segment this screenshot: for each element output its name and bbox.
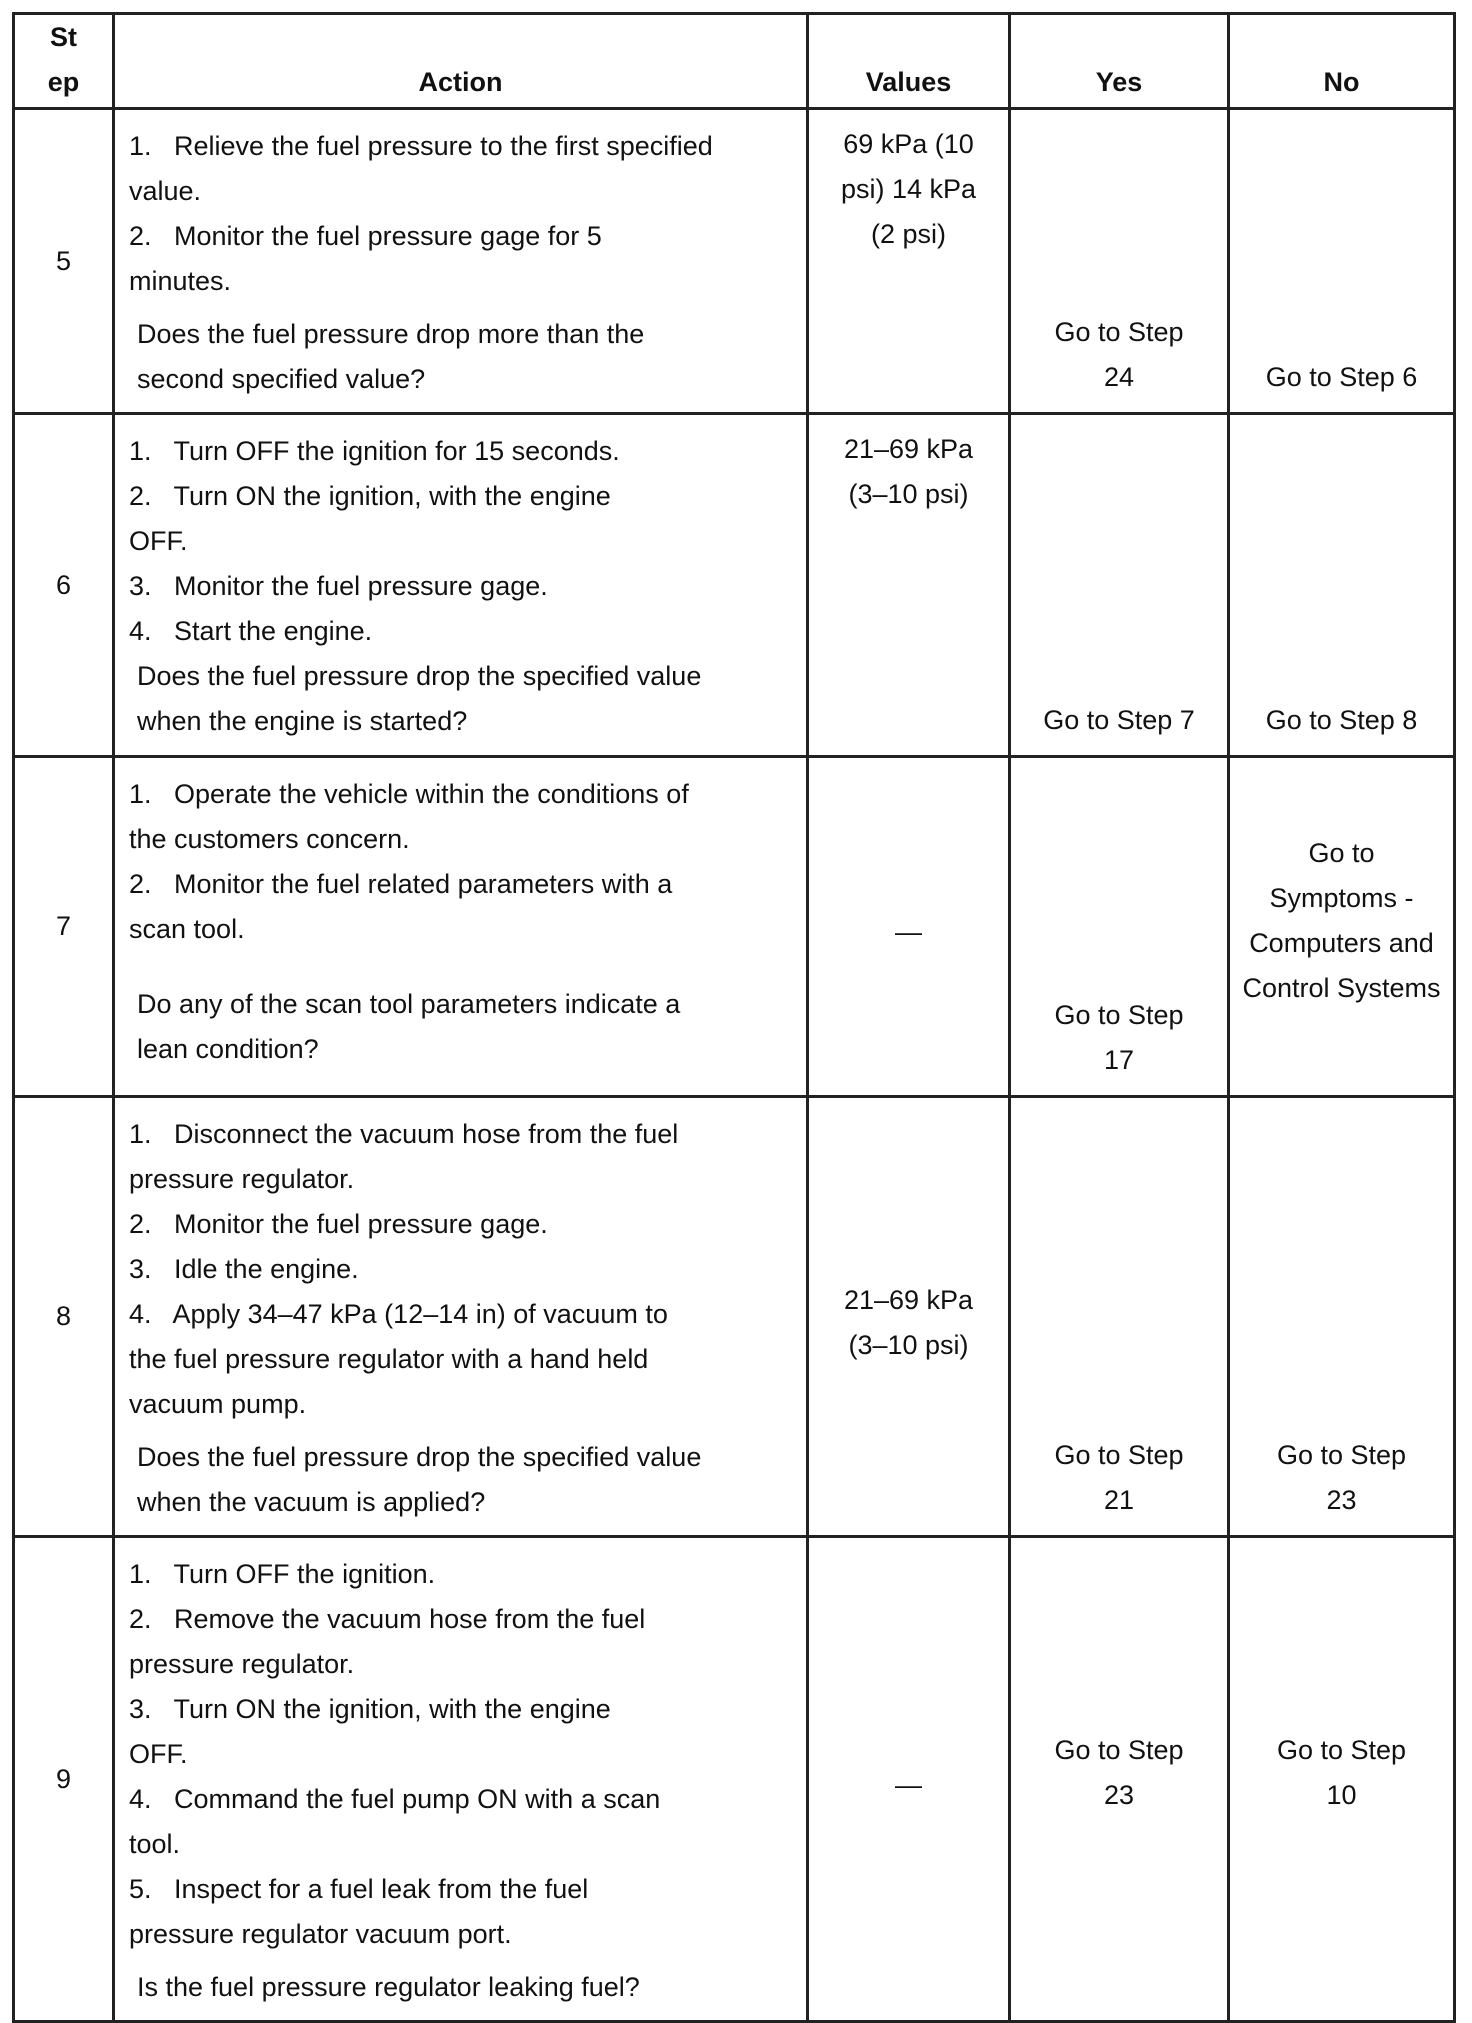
step-number: 5 bbox=[14, 109, 114, 414]
action-line: OFF. bbox=[129, 526, 188, 556]
action-question-line: Does the fuel pressure drop the specified value bbox=[137, 661, 702, 691]
action-line: 3. Idle the engine. bbox=[129, 1254, 359, 1284]
action-line: pressure regulator. bbox=[129, 1164, 355, 1194]
action-line: 5. Inspect for a fuel leak from the fuel bbox=[129, 1874, 589, 1904]
action-question-line: when the engine is started? bbox=[137, 706, 468, 736]
no-line: Go to bbox=[1308, 837, 1375, 868]
values-cell bbox=[808, 414, 1010, 757]
spacer bbox=[129, 1427, 790, 1435]
value-line: (2 psi) bbox=[870, 219, 946, 249]
value-line: 21–69 kPa bbox=[843, 1284, 974, 1315]
yes-cell bbox=[1010, 1537, 1229, 2022]
no-line: Symptoms - bbox=[1269, 882, 1414, 913]
step-number: 7 bbox=[14, 757, 114, 1097]
header-step bbox=[14, 14, 114, 109]
action-line: the customers concern. bbox=[129, 824, 410, 854]
action-cell bbox=[114, 1097, 808, 1537]
value-line: psi) 14 kPa bbox=[840, 174, 977, 204]
action-line: pressure regulator vacuum port. bbox=[129, 1919, 512, 1949]
diagnostic-table bbox=[12, 12, 1456, 2023]
header-no: No bbox=[1229, 14, 1455, 109]
action-line: 4. Start the engine. bbox=[129, 616, 373, 646]
yes-line: Go to Step bbox=[1054, 1000, 1184, 1030]
no-cell bbox=[1229, 1537, 1455, 2022]
yes-cell bbox=[1010, 1097, 1229, 1537]
action-line: pressure regulator. bbox=[129, 1649, 355, 1679]
value-line: (3–10 psi) bbox=[848, 1329, 969, 1360]
table-row bbox=[14, 757, 1455, 1097]
action-cell bbox=[114, 414, 808, 757]
action-question-line: when the vacuum is applied? bbox=[137, 1487, 486, 1517]
value-line: 69 kPa (10 bbox=[843, 129, 974, 159]
value-line: — bbox=[895, 917, 922, 947]
action-line: 1. Operate the vehicle within the conditions of bbox=[129, 779, 689, 809]
action-question-line: Does the fuel pressure drop more than the bbox=[137, 319, 645, 349]
action-line: the fuel pressure regulator with a hand held bbox=[129, 1344, 649, 1374]
no-cell bbox=[1229, 414, 1455, 757]
action-cell bbox=[114, 757, 808, 1097]
action-line: 3. Turn ON the ignition, with the engine bbox=[129, 1694, 611, 1724]
action-line: 1. Relieve the fuel pressure to the first specified bbox=[129, 131, 713, 161]
table-row bbox=[14, 109, 1455, 414]
yes-line: 23 bbox=[1103, 1780, 1135, 1810]
values-cell bbox=[808, 757, 1010, 1097]
value-line: 21–69 kPa bbox=[843, 434, 974, 464]
yes-line: Go to Step bbox=[1054, 317, 1184, 347]
yes-line: 21 bbox=[1103, 1485, 1135, 1515]
no-line: 10 bbox=[1326, 1780, 1357, 1810]
no-line: Control Systems bbox=[1242, 972, 1441, 1003]
step-number: 8 bbox=[14, 1097, 114, 1537]
action-line: OFF. bbox=[129, 1739, 188, 1769]
yes-line: Go to Step bbox=[1054, 1735, 1184, 1765]
yes-line: Go to Step bbox=[1054, 1440, 1184, 1470]
action-line: minutes. bbox=[129, 266, 232, 296]
values-cell bbox=[808, 109, 1010, 414]
action-line: tool. bbox=[129, 1829, 181, 1859]
no-line: Go to Step 6 bbox=[1265, 362, 1418, 392]
no-line: 23 bbox=[1326, 1485, 1357, 1515]
action-line: 1. Turn OFF the ignition for 15 seconds. bbox=[129, 436, 620, 466]
no-cell bbox=[1229, 109, 1455, 414]
action-line: 2. Monitor the fuel pressure gage. bbox=[129, 1209, 548, 1239]
action-cell bbox=[114, 109, 808, 414]
action-line: 1. Disconnect the vacuum hose from the fuel bbox=[129, 1119, 679, 1149]
table-row bbox=[14, 1097, 1455, 1537]
yes-line: 24 bbox=[1103, 362, 1135, 392]
values-cell bbox=[808, 1097, 1010, 1537]
action-line: 2. Turn ON the ignition, with the engine bbox=[129, 481, 611, 511]
table-row bbox=[14, 414, 1455, 757]
action-line: value. bbox=[129, 176, 202, 206]
yes-cell bbox=[1010, 414, 1229, 757]
no-cell bbox=[1229, 1097, 1455, 1537]
action-cell bbox=[114, 1537, 808, 2022]
action-question-line: Is the fuel pressure regulator leaking fuel? bbox=[137, 1972, 640, 2002]
value-line: (3–10 psi) bbox=[848, 479, 969, 509]
no-line: Go to Step 8 bbox=[1265, 705, 1418, 735]
action-line: 4. Apply 34–47 kPa (12–14 in) of vacuum to bbox=[129, 1299, 668, 1329]
no-line: Computers and bbox=[1249, 927, 1434, 958]
header-row bbox=[14, 14, 1455, 109]
spacer bbox=[129, 304, 790, 312]
header-values: Values bbox=[808, 14, 1010, 109]
action-question-line: lean condition? bbox=[137, 1034, 319, 1064]
action-line: 4. Command the fuel pump ON with a scan bbox=[129, 1784, 661, 1814]
header-yes: Yes bbox=[1010, 14, 1229, 109]
action-line: vacuum pump. bbox=[129, 1389, 307, 1419]
values-cell bbox=[808, 1537, 1010, 2022]
yes-cell bbox=[1010, 757, 1229, 1097]
header-action: Action bbox=[114, 14, 808, 109]
spacer bbox=[129, 952, 790, 982]
action-question-line: Does the fuel pressure drop the specified value bbox=[137, 1442, 702, 1472]
table-row bbox=[14, 1537, 1455, 2022]
step-number: 9 bbox=[14, 1537, 114, 2022]
header-step-line1: St bbox=[50, 22, 77, 52]
no-line: Go to Step bbox=[1276, 1735, 1407, 1765]
spacer bbox=[129, 1957, 790, 1965]
step-number: 6 bbox=[14, 414, 114, 757]
no-line: Go to Step bbox=[1276, 1440, 1407, 1470]
yes-line: Go to Step 7 bbox=[1043, 705, 1195, 735]
action-question-line: second specified value? bbox=[137, 364, 426, 394]
yes-line: 17 bbox=[1103, 1045, 1135, 1075]
value-line: — bbox=[895, 1769, 922, 1800]
action-line: 1. Turn OFF the ignition. bbox=[129, 1559, 436, 1589]
action-line: scan tool. bbox=[129, 914, 245, 944]
no-cell bbox=[1229, 757, 1455, 1097]
header-step-line2: ep bbox=[47, 67, 80, 97]
action-question-line: Do any of the scan tool parameters indicate a bbox=[137, 989, 681, 1019]
yes-cell bbox=[1010, 109, 1229, 414]
action-line: 2. Monitor the fuel pressure gage for 5 bbox=[129, 221, 602, 251]
action-line: 2. Remove the vacuum hose from the fuel bbox=[129, 1604, 646, 1634]
action-line: 3. Monitor the fuel pressure gage. bbox=[129, 571, 548, 601]
action-line: 2. Monitor the fuel related parameters with a bbox=[129, 869, 673, 899]
